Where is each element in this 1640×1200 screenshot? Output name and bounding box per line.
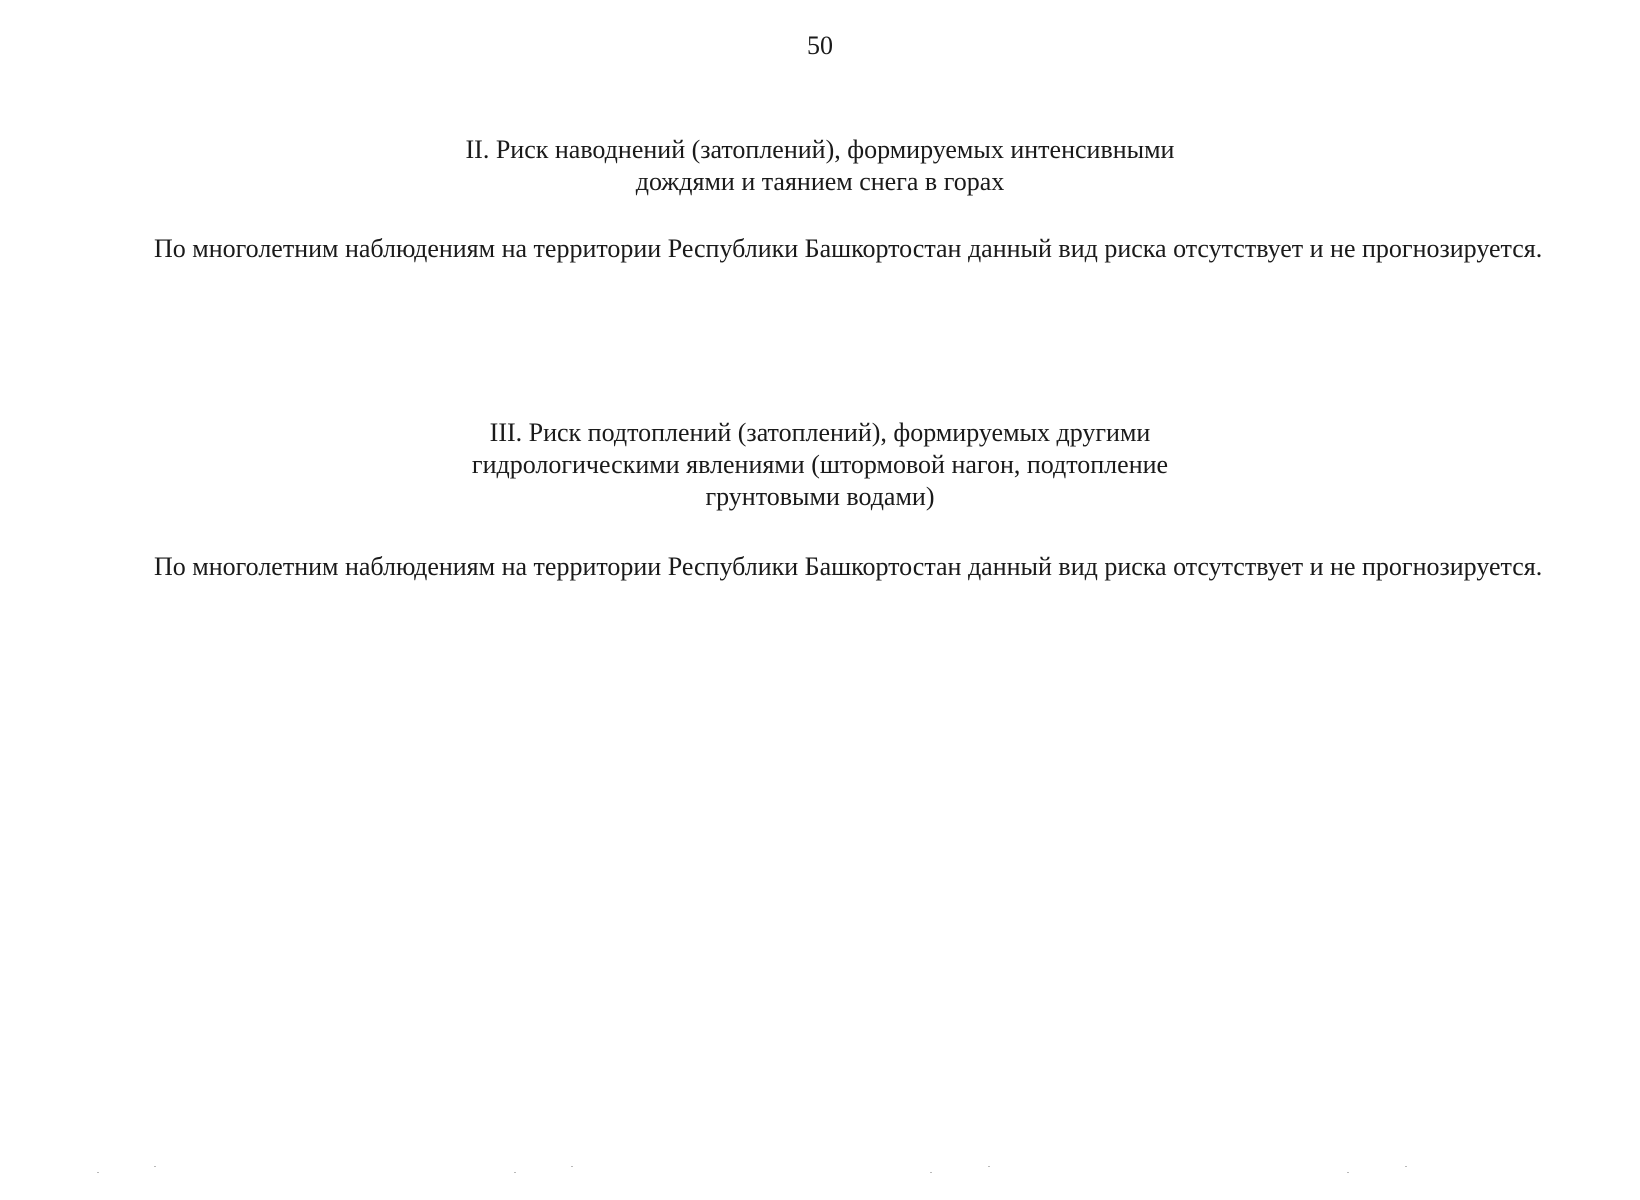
section-heading-ii xyxy=(0,134,1640,198)
section-paragraph-iii: По многолетним наблюдениям на территории Республики Башкортостан данный вид риска отсутствует и не прогнозируется. xyxy=(154,552,1543,581)
section-heading-iii xyxy=(0,417,1640,513)
scan-speck xyxy=(930,1172,932,1173)
heading-line: гидрологическими явлениями (штормовой нагон, подтопление xyxy=(471,450,1169,479)
scan-speck xyxy=(97,1172,99,1173)
heading-line: дождями и таянием снега в горах xyxy=(635,167,1005,196)
heading-line: III. Риск подтоплений (затоплений), формируемых другими xyxy=(489,418,1151,447)
heading-line: грунтовыми водами) xyxy=(705,482,935,511)
scan-speck xyxy=(514,1172,516,1173)
heading-line: II. Риск наводнений (затоплений), формируемых интенсивными xyxy=(465,135,1175,164)
scan-speck xyxy=(988,1166,990,1167)
page-number: 50 xyxy=(807,31,833,60)
scan-speck xyxy=(1347,1172,1349,1173)
scan-speck xyxy=(1405,1166,1407,1167)
section-paragraph-ii: По многолетним наблюдениям на территории Республики Башкортостан данный вид риска отсутствует и не прогнозируется. xyxy=(154,234,1543,263)
scan-speck xyxy=(154,1166,156,1167)
scan-speck xyxy=(571,1166,573,1167)
